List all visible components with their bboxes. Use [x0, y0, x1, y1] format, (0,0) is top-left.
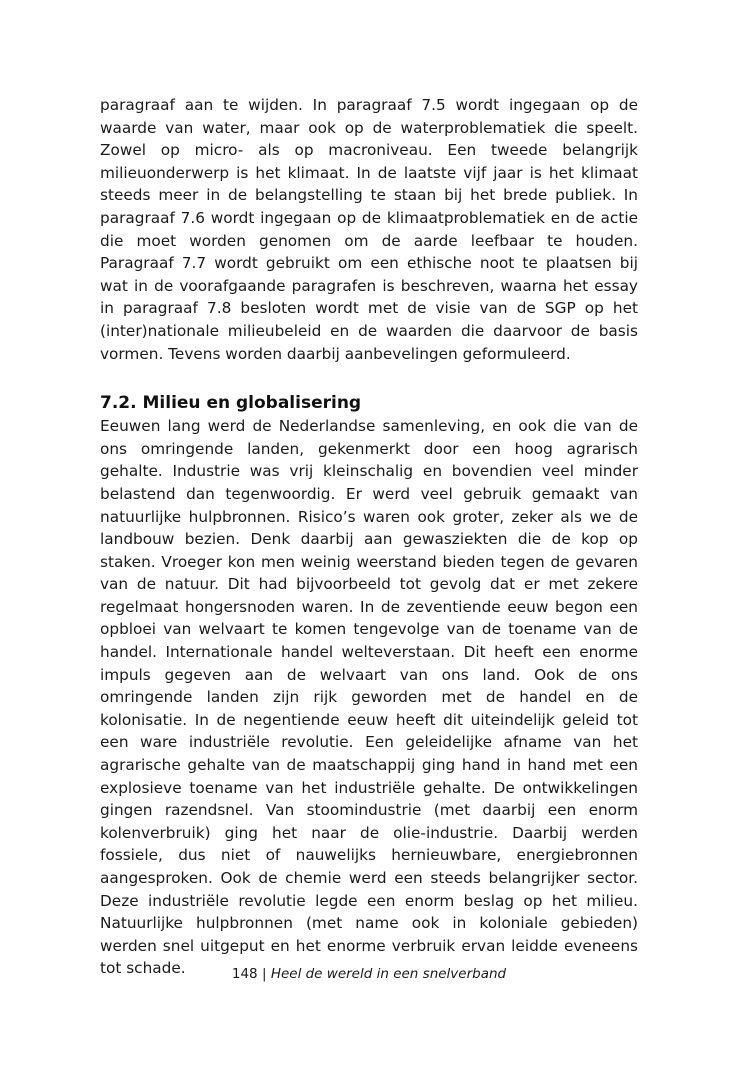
section-heading: 7.2. Milieu en globalisering — [100, 393, 362, 414]
page-number: 148 — [231, 966, 258, 982]
intro-paragraph: paragraaf aan te wijden. In paragraaf 7.5 wordt ingegaan op de waarde van water, maar ook op de waterproblematiek die speelt. Zowel op micro- als op macroniveau. Een tweede belangrijk milieuonderwerp is het klimaat. In de laatste vijf jaar is het klimaat steeds meer in de belangstelling te staan bij het brede publiek. In paragraaf 7.6 wordt ingegaan op de klimaatproblematiek en de actie die moet worden genomen om de aarde leefbaar te houden. Paragraaf 7.7 wordt gebruikt om een ethische noot te plaatsen bij wat in de voorafgaande paragrafen is beschreven, waarna het essay in paragraaf 7.8 besloten wordt met de visie van de SGP op het (inter)nationale milieubeleid en de waarden die daarvoor de basis vormen. Tevens worden daarbij aanbevelingen geformuleerd. — [100, 96, 638, 363]
footer-separator: | — [261, 966, 267, 982]
page-footer — [0, 966, 738, 982]
book-title: Heel de wereld in een snelverband — [270, 966, 507, 982]
page-body — [100, 94, 638, 980]
section-paragraph: Eeuwen lang werd de Nederlandse samenleving, en ook die van de ons omringende landen, gekenmerkt door een hoog agrarisch gehalte. Industrie was vrij kleinschalig en bovendien veel minder belastend dan tegenwoordig. Er werd veel gebruik gemaakt van natuurlijke hulpbronnen. Risico’s waren ook groter, zeker als we de landbouw bezien. Denk daarbij aan gewasziekten die de kop op staken. Vroeger kon men weinig weerstand bieden tegen de gevaren van de natuur. Dit had bijvoorbeeld tot gevolg dat er met zekere regelmaat hongersnoden waren. In de zeventiende eeuw begon een opbloei van welvaart te komen tengevolge van de toename van de handel. Internationale handel welteverstaan. Dit heeft een enorme impuls gegeven aan de welvaart van ons land. Ook de ons omringende landen zijn rijk geworden met de handel en de kolonisatie. In de negentiende eeuw heeft dit uiteindelijk geleid tot een ware industriële revolutie. Een geleidelijke afname van het agrarische gehalte van de maatschappij ging hand in hand met een explosieve toename van het industriële gehalte. De ontwikkelingen gingen razendsnel. Van stoomindustrie (met daarbij een enorm kolenverbruik) ging het naar de olie-industrie. Daarbij werden fossiele, dus niet of nauwelijks hernieuwbare, energiebronnen aangesproken. Ook de chemie werd een steeds belangrijker sector. Deze industriële revolutie legde een enorm beslag op het milieu. Natuurlijke hulpbronnen (met name ook in koloniale gebieden) werden snel uitgeput en het enorme verbruik ervan leidde eveneens tot schade. — [100, 417, 638, 978]
